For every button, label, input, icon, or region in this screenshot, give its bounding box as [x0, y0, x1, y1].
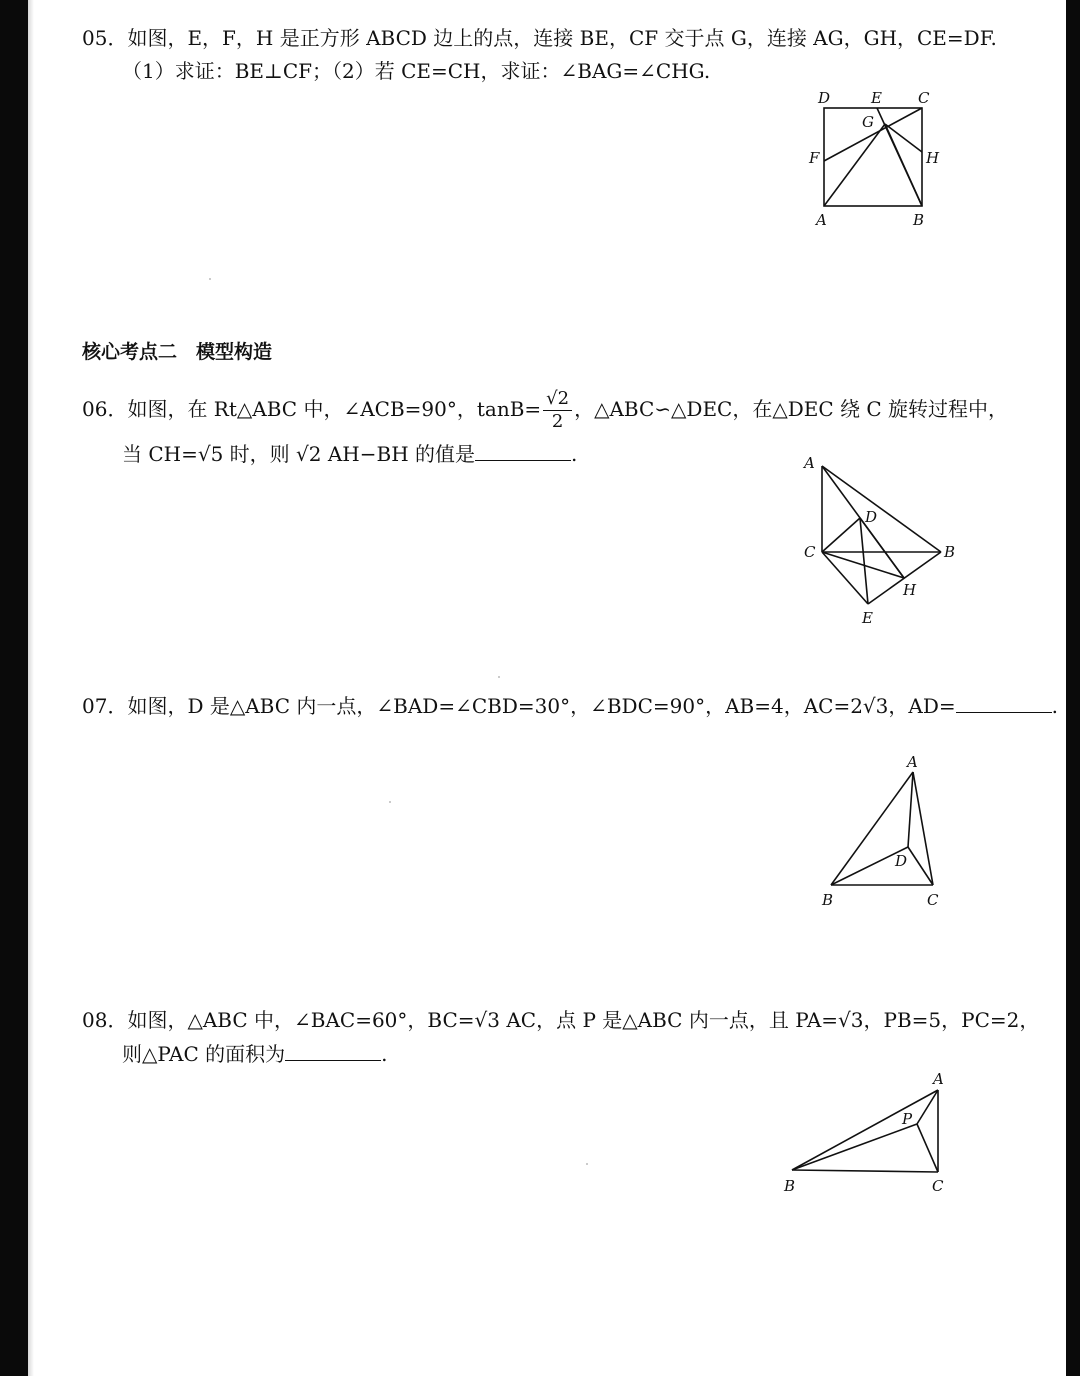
q08-label-a: A	[933, 1070, 944, 1088]
q07-answer-blank	[956, 692, 1052, 713]
q06-line2-end: .	[571, 442, 578, 466]
q05-label-b: B	[913, 211, 925, 229]
q08-figure	[776, 1066, 966, 1210]
scan-speck	[586, 1163, 588, 1165]
q08-line2	[122, 1040, 387, 1068]
q06-fraction	[543, 388, 572, 433]
q08-label-p: P	[902, 1110, 913, 1128]
q06-label-c: C	[804, 543, 816, 561]
q06-text-part1: 06．如图，在 Rt△ABC 中，∠ACB=90°，tanB=	[82, 397, 542, 421]
q08-triangle-diagram	[776, 1066, 966, 1206]
scan-speck	[498, 676, 500, 678]
q06-line1	[82, 388, 1008, 433]
q08-line2-text: 则△PAC 的面积为	[122, 1042, 286, 1066]
q06-line2-text: 当 CH=√5 时，则 √2 AH−BH 的值是	[122, 442, 476, 466]
q05-figure	[800, 84, 960, 238]
q06-label-a: A	[804, 454, 815, 472]
section-heading: 核心考点二 模型构造	[82, 341, 273, 363]
q08-answer-blank	[285, 1040, 381, 1061]
q07-line1	[82, 692, 1058, 720]
q06-text-part2: ，△ABC∽△DEC，在△DEC 绕 C 旋转过程中，	[574, 397, 1009, 421]
q05-label-f: F	[809, 149, 820, 167]
q05-line1: 05．如图，E，F，H 是正方形 ABCD 边上的点，连接 BE，CF 交于点 G，连接 AG，GH，CE=DF.	[82, 26, 997, 50]
q06-frac-den: 2	[551, 411, 564, 432]
q08-label-b: B	[784, 1177, 796, 1195]
q06-frac-num: √2	[543, 388, 572, 411]
q05-label-e: E	[871, 89, 882, 107]
q08-label-c: C	[932, 1177, 944, 1195]
scan-speck	[389, 801, 391, 803]
q06-label-h: H	[903, 581, 917, 599]
scan-speck	[209, 278, 211, 280]
q06-answer-blank	[475, 440, 571, 461]
q06-figure	[798, 452, 968, 636]
q07-line1-end: .	[1051, 694, 1059, 718]
q05-label-a: A	[816, 211, 827, 229]
q07-label-d: D	[895, 852, 908, 870]
q05-label-g: G	[862, 113, 874, 131]
q06-label-b: B	[944, 543, 956, 561]
q07-figure	[814, 748, 954, 922]
q05-line2: （1）求证：BE⊥CF；（2）若 CE=CH，求证：∠BAG=∠CHG.	[122, 59, 711, 83]
q05-label-c: C	[918, 89, 930, 107]
q05-square-diagram	[800, 84, 960, 234]
q07-label-c: C	[927, 891, 939, 909]
q07-triangle-diagram	[814, 748, 954, 918]
q07-label-b: B	[822, 891, 834, 909]
scan-shadow-left	[28, 0, 34, 1376]
q06-rotation-diagram	[798, 452, 968, 632]
q06-label-d: D	[865, 508, 878, 526]
scan-border-left	[0, 0, 28, 1376]
q07-line1-text: 07．如图，D 是△ABC 内一点，∠BAD=∠CBD=30°，∠BDC=90°，AB=4，AC=2√3，AD=	[82, 694, 956, 718]
q08-line1: 08．如图，△ABC 中，∠BAC=60°，BC=√3 AC，点 P 是△ABC 内一点，且 PA=√3，PB=5，PC=2，	[82, 1008, 1040, 1032]
q05-label-h: H	[926, 149, 940, 167]
q06-label-e: E	[862, 609, 873, 627]
q07-label-a: A	[907, 753, 918, 771]
q06-line2	[122, 440, 577, 468]
scan-border-right	[1066, 0, 1080, 1376]
q08-line2-end: .	[381, 1042, 388, 1066]
q05-label-d: D	[818, 89, 831, 107]
